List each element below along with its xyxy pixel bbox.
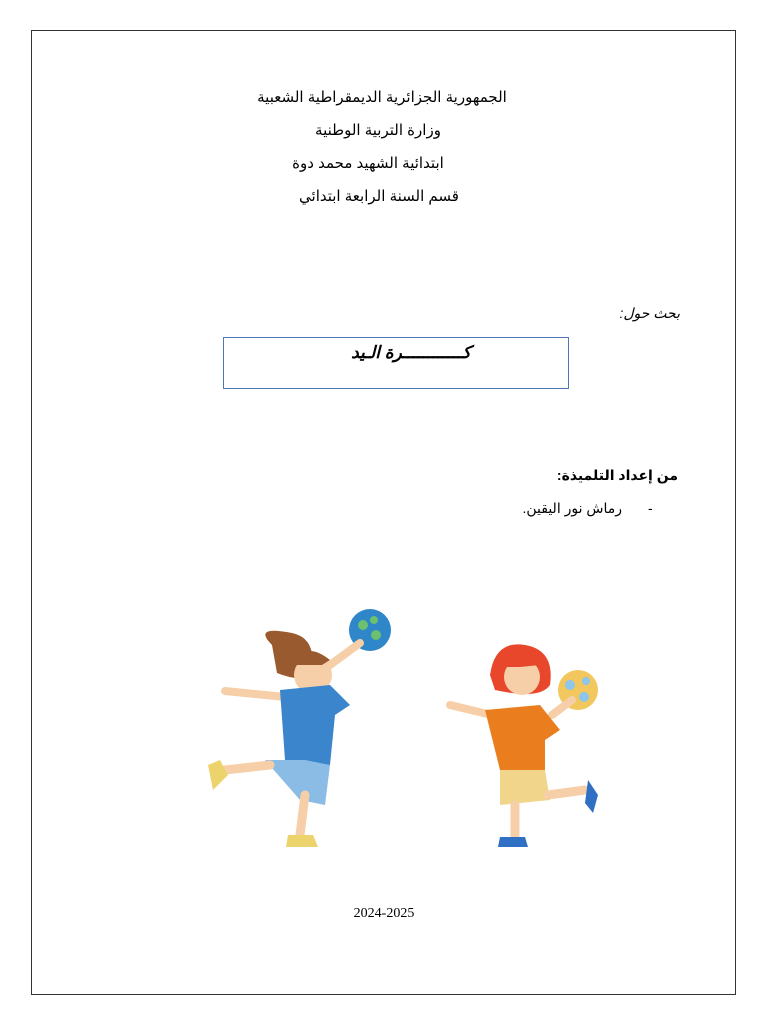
girl-right-figure	[450, 644, 598, 847]
prepared-by-label: من إعداد التلميذة:	[556, 467, 678, 483]
research-title: كــــــــــــرة الـيد	[351, 343, 471, 362]
header-class: قسم السنة الرابعة ابتدائي	[299, 188, 459, 205]
school-year: 2024-2025	[353, 906, 415, 921]
student-name: رماش نور اليقين.	[522, 500, 622, 516]
header-school: ابتدائية الشهيد محمد دوة	[292, 155, 444, 172]
research-title-box	[223, 337, 569, 389]
header-republic: الجمهورية الجزائرية الديمقراطية الشعبية	[257, 89, 507, 106]
children-playing-handball-illustration	[160, 605, 610, 855]
girl-left-figure	[208, 609, 391, 847]
research-about-label: بحث حول:	[619, 305, 680, 321]
list-dash: -	[648, 500, 653, 516]
header-ministry: وزارة التربية الوطنية	[315, 122, 441, 139]
